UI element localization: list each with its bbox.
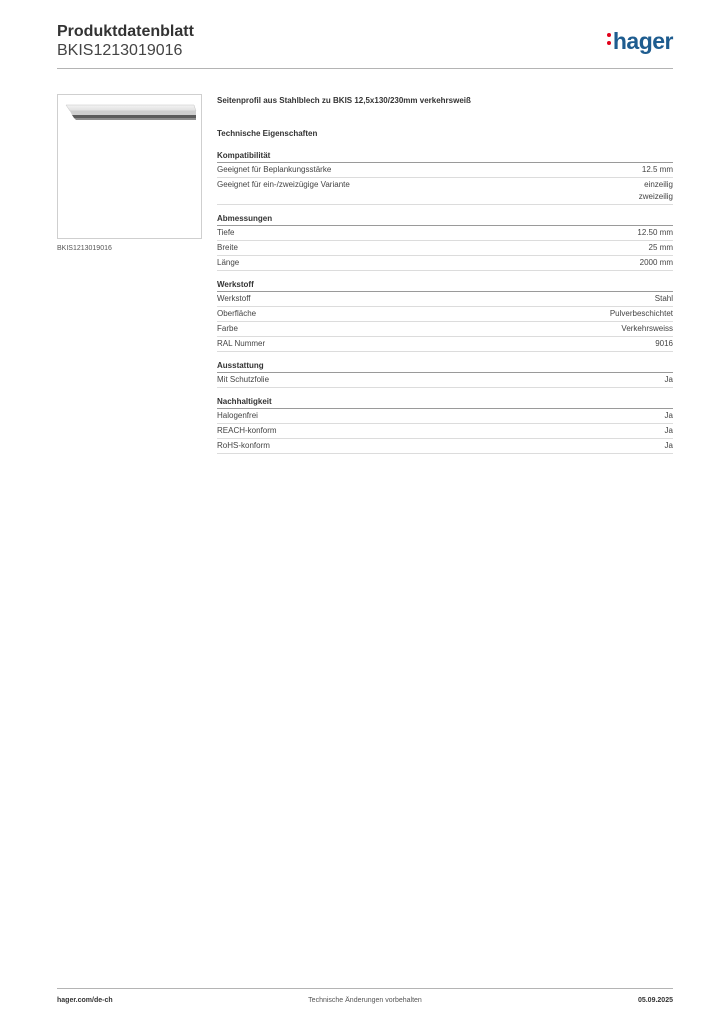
property-value-line: Ja	[664, 411, 673, 420]
product-description: Seitenprofil aus Stahlblech zu BKIS 12,5x130/230mm verkehrsweiß	[217, 96, 471, 105]
product-image	[57, 94, 202, 239]
property-value-line: 9016	[655, 339, 673, 348]
property-label: REACH-konform	[217, 426, 277, 435]
property-row	[217, 292, 673, 307]
property-row	[217, 409, 673, 424]
document-title: Produktdatenblatt	[57, 23, 194, 40]
footer-notice: Technische Änderungen vorbehalten	[308, 997, 422, 1004]
property-value-line: Ja	[664, 375, 673, 384]
property-row	[217, 322, 673, 337]
property-value	[655, 293, 673, 305]
properties-sections	[217, 151, 673, 454]
property-label: Mit Schutzfolie	[217, 375, 270, 384]
property-value-line: 12.50 mm	[637, 228, 673, 237]
property-row	[217, 241, 673, 256]
image-caption: BKIS1213019016	[57, 245, 112, 252]
property-value-line: Ja	[664, 441, 673, 450]
steel-profile-image	[58, 95, 201, 238]
property-label: Halogenfrei	[217, 411, 258, 420]
property-value	[649, 242, 673, 254]
logo-dots-icon	[607, 28, 611, 50]
property-value-line: 2000 mm	[639, 258, 673, 267]
section-title: Nachhaltigkeit	[217, 397, 673, 409]
property-value	[610, 308, 673, 320]
property-value	[637, 227, 673, 239]
property-label: Farbe	[217, 324, 238, 333]
property-row	[217, 439, 673, 454]
property-value-line: 12.5 mm	[641, 165, 673, 174]
section-title: Abmessungen	[217, 214, 673, 226]
property-label: Breite	[217, 243, 238, 252]
property-value	[642, 164, 673, 176]
property-label: Oberfläche	[217, 309, 257, 318]
property-value-line: Verkehrsweiss	[621, 324, 673, 333]
product-content	[217, 96, 673, 463]
property-value	[665, 410, 673, 422]
section	[217, 280, 673, 352]
property-row	[217, 256, 673, 271]
footer-divider	[57, 988, 673, 989]
property-label: RoHS-konform	[217, 441, 270, 450]
property-row	[217, 424, 673, 439]
property-row	[217, 163, 673, 178]
property-row	[217, 307, 673, 322]
property-value	[621, 323, 673, 335]
property-value	[639, 179, 673, 203]
property-row	[217, 226, 673, 241]
property-value	[665, 425, 673, 437]
section-title: Ausstattung	[217, 361, 673, 373]
property-value-line: einzeilig	[644, 180, 673, 189]
property-value	[665, 374, 673, 386]
header-divider	[57, 68, 673, 69]
property-value-line: Ja	[664, 426, 673, 435]
section	[217, 397, 673, 454]
section-title: Kompatibilität	[217, 151, 673, 163]
footer-date: 05.09.2025	[637, 997, 673, 1004]
property-value	[640, 257, 673, 269]
property-value-line: zweizeilig	[638, 192, 673, 201]
property-row	[217, 337, 673, 352]
section	[217, 361, 673, 388]
property-label: Geeignet für ein-/zweizügige Variante	[217, 180, 350, 189]
article-number: BKIS1213019016	[57, 42, 183, 59]
property-label: Geeignet für Beplankungsstärke	[217, 165, 332, 174]
section-title: Werkstoff	[217, 280, 673, 292]
technical-properties-title: Technische Eigenschaften	[217, 129, 318, 138]
section	[217, 214, 673, 271]
property-row	[217, 373, 673, 388]
property-label: Werkstoff	[217, 294, 251, 303]
document-header	[57, 22, 673, 60]
property-label: Länge	[217, 258, 240, 267]
hager-logo	[607, 28, 673, 55]
property-value-line: 25 mm	[648, 243, 673, 252]
property-value-line: Stahl	[654, 294, 673, 303]
property-row	[217, 178, 673, 205]
property-value	[665, 440, 673, 452]
logo-text: hager	[612, 28, 673, 54]
footer-website: hager.com/de-ch	[57, 997, 113, 1004]
section	[217, 151, 673, 205]
property-value	[655, 338, 673, 350]
property-label: RAL Nummer	[217, 339, 266, 348]
property-label: Tiefe	[217, 228, 235, 237]
property-value-line: Pulverbeschichtet	[609, 309, 673, 318]
